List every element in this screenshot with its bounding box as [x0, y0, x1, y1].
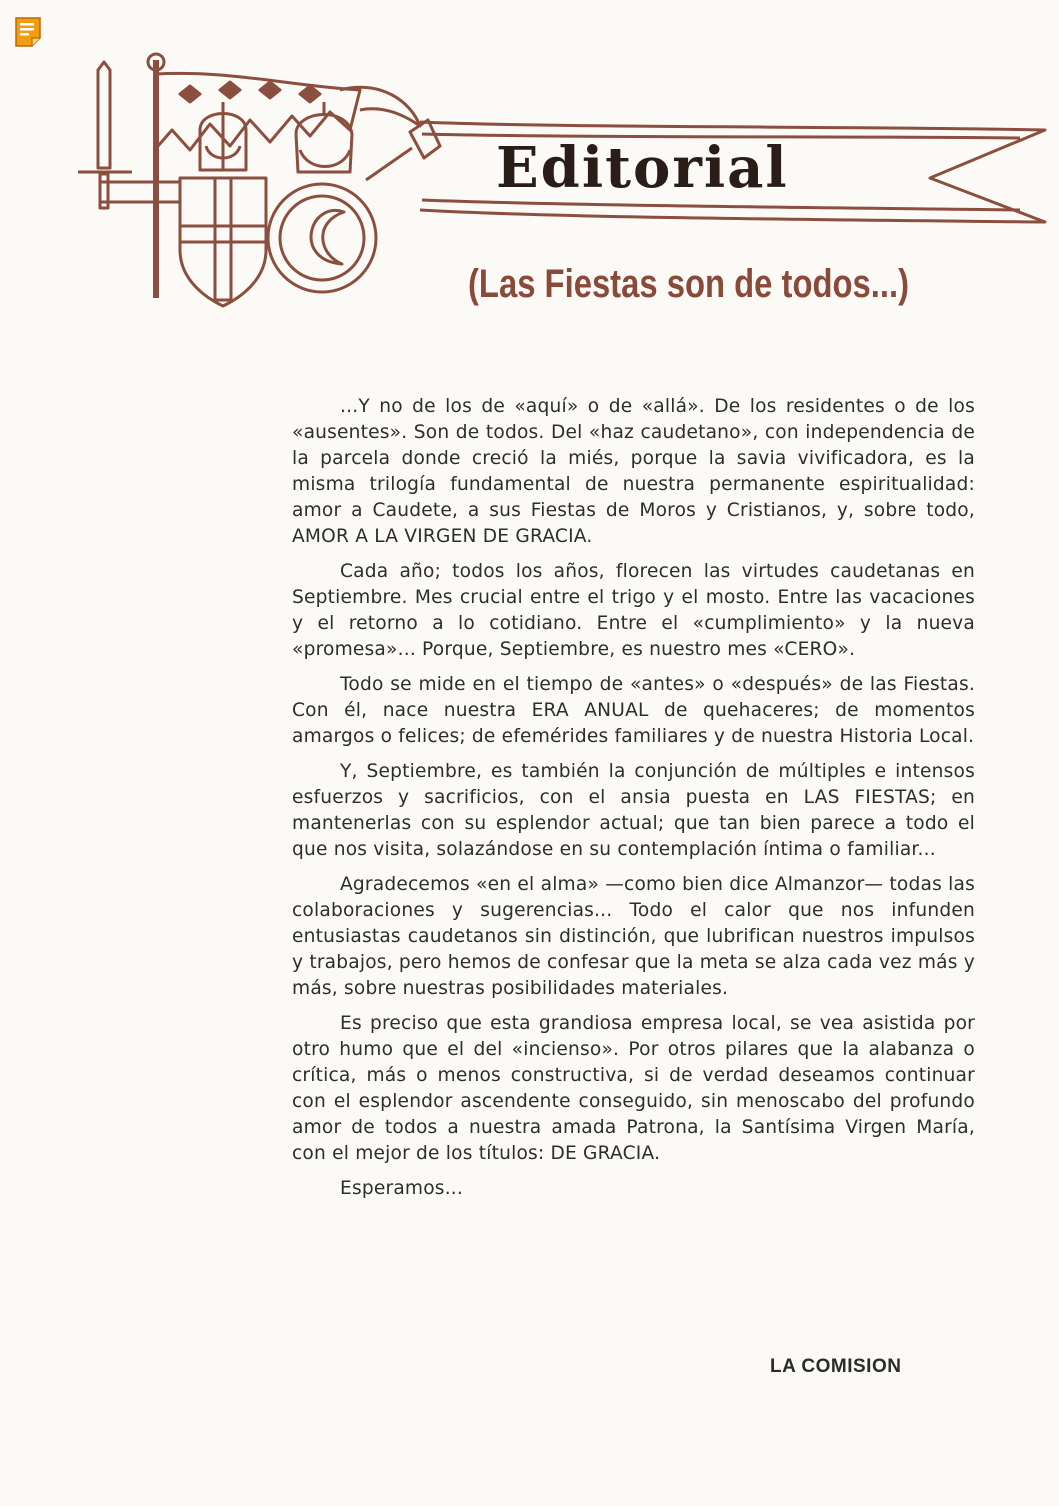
- paragraph: Esperamos...: [340, 1178, 464, 1199]
- paragraph: Y, Septiembre, es también la conjunción de múltiples e intensos esfuerzos y sacrificios, con el ansia puesta en LAS FIESTAS; en mantenerlas con su esplendor actual; que tan bien parece a todo el que nos visita, solazándose en su contemplación íntima o familiar...: [292, 761, 975, 860]
- paragraph: Cada año; todos los años, florecen las virtudes caudetanas en Septiembre. Mes crucial entre el trigo y el mosto. Entre las vacaciones y el retorno a lo cotidiano. Entre el «cumplimiento» y la nueva «promesa»... Porque, Septiembre, es nuestro mes «CERO».: [292, 561, 975, 660]
- page-subtitle: (Las Fiestas son de todos...): [468, 262, 910, 306]
- editorial-article: [292, 394, 975, 1211]
- signature: LA COMISION: [770, 1356, 902, 1377]
- paragraph: Todo se mide en el tiempo de «antes» o «después» de las Fiestas. Con él, nace nuestra ERA ANUAL de quehaceres; de momentos amargos o felices; de efemérides familiares y de nuestra Historia Local.: [292, 674, 975, 747]
- page-title: Editorial: [496, 135, 789, 201]
- paragraph: ...Y no de los de «aquí» o de «allá». De los residentes o de los «ausentes». Son de todos. Del «haz caudetano», con independencia de la parcela donde creció la miés, porque la savia vivificadora, es la misma trilogía fundamental de nuestra permanente espiritualidad: amor a Caudete, a sus Fiestas de Moros y Cristianos, y, sobre todo, AMOR A LA VIRGEN DE GRACIA.: [292, 396, 975, 547]
- note-icon[interactable]: [14, 16, 42, 48]
- paragraph: Agradecemos «en el alma» —como bien dice Almanzor— todas las colaboraciones y sugerencias... Todo el calor que nos infunden entusiastas caudetanos sin distinción, que lubrifican nuestros impulsos y trabajos, pero hemos de confesar que la meta se alza cada vez más y más, sobre nuestras posibilidades materiales.: [292, 874, 975, 999]
- paragraph: Es preciso que esta grandiosa empresa local, se vea asistida por otro humo que el del «incienso». Por otros pilares que la alabanza o crítica, más o menos constructiva, si de verdad deseamos continuar con el esplendor ascendente conseguido, sin menoscabo del profundo amor de todos a nuestra amada Patrona, la Santísima Virgen María, con el mejor de los títulos: DE GRACIA.: [292, 1013, 975, 1164]
